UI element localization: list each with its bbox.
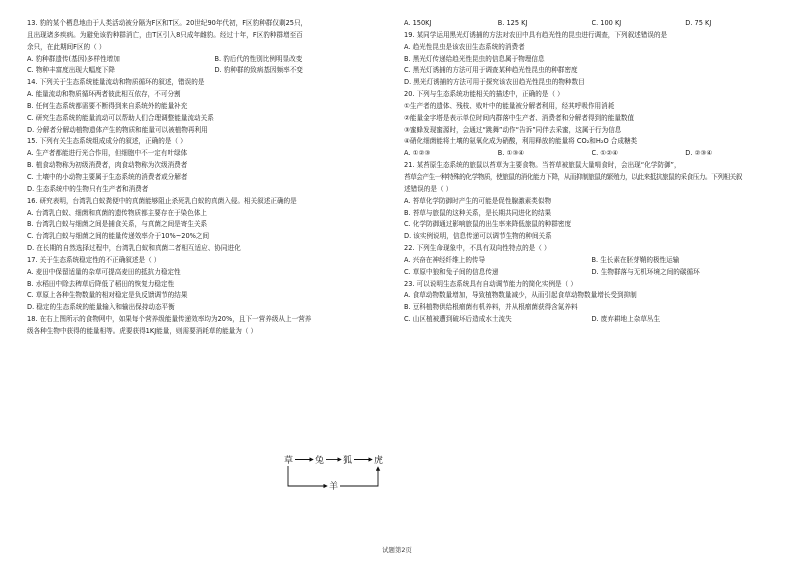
q22-option-c: C. 草原中狼和兔子间的信息传递 (404, 267, 499, 276)
q21-option-c: C. 化学防御通过影响旅鼠的出生率来降低旅鼠的种群密度 (404, 220, 572, 229)
q22-stem: 22. 下列生命现象中，不具有双向性特点的是（ ） (404, 244, 551, 253)
q13-option-d: D. 豹种群的致病基因频率不变 (214, 66, 303, 75)
q23-option-b: B. 豆科植物供给根瘤菌有机养料，并从根瘤菌获得含氮养料 (404, 303, 578, 312)
q13-option-c: C. 物种丰富度出现大幅度下降 (27, 66, 115, 75)
node-tiger: 虎 (374, 456, 384, 466)
q19-stem: 19. 某同学运用黑光灯诱捕的方法对农田中具有趋光性的昆虫进行调查，下列叙述错误的是 (404, 30, 668, 39)
right-column (404, 18, 779, 326)
q15-option-b: B. 植食动物称为初级消费者，肉食动物称为次级消费者 (27, 161, 188, 170)
q17-stem: 17. 关于生态系统稳定性的不正确叙述是（ ） (27, 255, 161, 264)
q15-stem: 15. 下列有关生态系统组成成分的叙述，正确的是（ ） (27, 137, 187, 146)
q23-stem: 23. 可以说明生态系统具有自动调节能力的简化实例是（ ） (404, 279, 577, 288)
arrow-grass-sheep (288, 466, 327, 486)
q20-item-3: ③蜜蜂发现蜜源时，会通过“跳舞”动作“告诉”同伴去采蜜，这属于行为信息 (404, 125, 622, 134)
q13-options-cd (27, 65, 402, 77)
q14-option-b: B. 任何生态系统都需要不断得到来自系统外的能量补充 (27, 101, 188, 110)
q16-stem: 16. 研究表明，台湾乳白蚁粪便中的真菌能够阻止杀死乳白蚁的真菌入侵。相关叙述正确的是 (27, 196, 297, 205)
q19-option-a: A. 趋光性昆虫是该农田生态系统的消费者 (404, 42, 525, 51)
node-fox: 狐 (343, 456, 353, 466)
node-rabbit: 兔 (315, 456, 325, 466)
q20-option-b: B. ①③④ (497, 149, 525, 158)
q17-option-b: B. 水稻田中除去稗草后降低了稻田的恢复力稳定性 (27, 279, 175, 288)
q14-option-d: D. 分解者分解动植物遗体产生的物质和能量可以被植物再利用 (27, 125, 208, 134)
q21-stem-line-2: 苔草会产生一种特殊的化学物质，使旅鼠的消化能力下降，从而抑制旅鼠的繁殖力，以此来抵抗旅鼠的采食压力。下列相关叙 (404, 172, 742, 181)
q19-option-d: D. 黑光灯诱捕的方法可用于探究该农田趋光性昆虫的物种数目 (404, 78, 585, 87)
left-column (27, 18, 402, 338)
food-web-diagram (282, 451, 392, 495)
q14-option-a: A. 能量流动和物质循环两者彼此相互依存，不可分割 (27, 90, 181, 99)
q15-option-a: A. 生产者都能进行光合作用，但细胞中不一定有叶绿体 (27, 149, 188, 158)
q18-stem-line-1: 18. 在右上图所示的食物网中，如果每个营养级能量传递效率均为20%，且下一营养级从上一营养 (27, 315, 312, 324)
q20-item-2: ②能量金字塔是表示单位时间内群落中生产者、消费者和分解者得到的能量数值 (404, 113, 635, 122)
q21-option-d: D. 该实例说明，信息传递可以调节生物的种间关系 (404, 232, 552, 241)
q21-option-b: B. 苔草与旅鼠的这种关系，是长期共同进化的结果 (404, 208, 552, 217)
q19-option-c: C. 黑光灯诱捕的方法可用于调查某种趋光性昆虫的种群密度 (404, 66, 578, 75)
q21-option-a: A. 苔草化学防御时产生的可能是促性腺激素类似物 (404, 196, 552, 205)
q14-option-c: C. 研究生态系统的能量流动可以帮助人们合理调整能量流动关系 (27, 113, 214, 122)
q22-option-b: B. 生长素在胚芽鞘的极性运输 (591, 255, 680, 264)
q15-option-d: D. 生态系统中的生物只有生产者和消费者 (27, 184, 149, 193)
q21-stem-line-1: 21. 某苔原生态系统的旅鼠以苔草为主要食物。当苔草被旅鼠大量啃食时，会出现“化学防御”， (404, 161, 681, 170)
q16-option-a: A. 台湾乳白蚁、细菌和真菌的遗传物质都主要存在于染色体上 (27, 208, 208, 217)
q19-option-b: B. 黑光灯传递给趋光性昆虫的信息属于物理信息 (404, 54, 545, 63)
q13-options-ab (27, 54, 402, 66)
q16-option-b: B. 台湾乳白蚁与细菌之间是捕食关系，与真菌之间是寄生关系 (27, 220, 208, 229)
q22-option-d: D. 生物群落与无机环境之间的碳循环 (591, 267, 700, 276)
node-sheep: 羊 (329, 482, 339, 492)
q13-option-a: A. 豹种群遗传(基因)多样性增加 (27, 54, 120, 63)
q18-option-b: B. 125 KJ (497, 19, 528, 27)
q22-options-ab (404, 255, 779, 267)
q18-options (404, 18, 779, 30)
q20-option-d: D. ②③④ (685, 149, 713, 158)
q17-option-c: C. 草原上各种生物数量的相对稳定是负反馈调节的结果 (27, 291, 188, 300)
q22-option-a: A. 兴奋在神经纤维上的传导 (404, 255, 486, 264)
q18-option-a: A. 150KJ (404, 19, 432, 27)
q13-option-b: B. 豹后代的性别比例明显改变 (214, 54, 303, 63)
q22-options-cd (404, 267, 779, 279)
arrow-sheep-tiger (340, 467, 378, 486)
q13-stem-line-2: 且出现诸多疾病。为避免该豹种群消亡，由T区引入8只成年雌豹。经过十年，F区豹种群增至百 (27, 30, 303, 39)
q18-stem-line-2: 级各种生物中获得的能量相等。虎要获得1KJ能量，则需要消耗草的能量为（ ） (27, 326, 258, 335)
q14-stem: 14. 下列关于生态系统能量流动和物质循环的叙述，错误的是 (27, 78, 205, 87)
q16-option-c: C. 台湾乳白蚁与细菌之间的能量传递效率介于10%~20%之间 (27, 232, 210, 241)
q18-option-d: D. 75 KJ (685, 19, 712, 27)
q17-option-a: A. 麦田中保留适量的杂草可提高麦田的抵抗力稳定性 (27, 267, 181, 276)
page-footer: 试题第2页 (382, 546, 412, 554)
q20-item-1: ①生产者的遗体、残枝、败叶中的能量被分解者利用，经其呼吸作用消耗 (404, 101, 615, 110)
q23-option-d: D. 废弃耕地上杂草丛生 (591, 315, 661, 324)
q20-option-c: C. ①②④ (591, 149, 619, 158)
q15-option-c: C. 土壤中的小动物主要属于生态系统的消费者或分解者 (27, 172, 188, 181)
node-grass: 草 (284, 456, 294, 466)
q17-option-d: D. 稳定的生态系统的能量输入和输出保持动态平衡 (27, 303, 175, 312)
q23-options-cd (404, 314, 779, 326)
q20-item-4: ④硝化细菌能将土壤的氨氧化成为硝酸，利用释放的能量将 CO₂和H₂O 合成糖类 (404, 137, 638, 146)
q18-option-c: C. 100 KJ (591, 19, 622, 27)
q23-option-a: A. 食草动物数量增加，导致植物数量减少，从而引起食草动物数量增长受到抑制 (404, 291, 637, 300)
q23-option-c: C. 山区植被遭到破坏后造成水土流失 (404, 315, 512, 324)
q20-stem: 20. 下列与生态系统功能相关的描述中，正确的是（ ） (404, 90, 564, 99)
q16-option-d: D. 在长期的自然选择过程中，台湾乳白蚁和真菌二者相互适应、协同进化 (27, 244, 241, 253)
q20-option-a: A. ①②③ (404, 149, 431, 158)
q21-stem-line-3: 述错误的是（ ） (404, 184, 453, 193)
q20-options (404, 148, 779, 160)
food-web-svg (282, 451, 392, 495)
q13-stem-line-3: 余只，在此期间F区的（ ） (27, 42, 106, 51)
q13-stem-line-1: 13. 豹的某个栖息地由于人类活动被分隔为F区和T区。20世纪90年代初，F区豹种群仅剩25只， (27, 19, 308, 27)
